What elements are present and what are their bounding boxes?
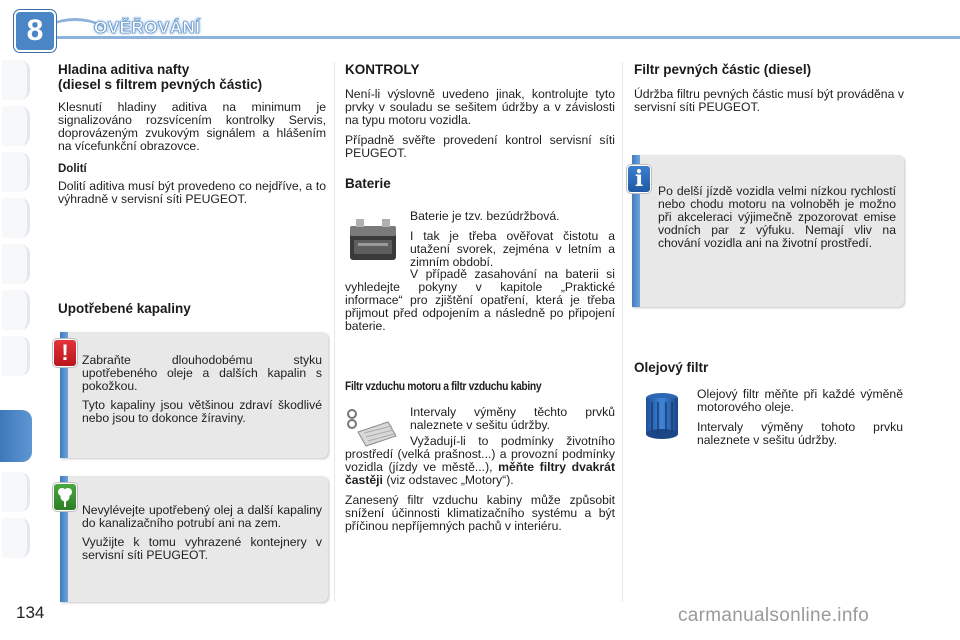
refill-heading: Dolití [58, 163, 87, 175]
page-title: OVĚŘOVÁNÍ [94, 18, 201, 37]
air-filter-heading: Filtr vzduchu motoru a filtr vzduchu kabiny [345, 379, 542, 393]
chapter-tab[interactable] [2, 472, 30, 512]
battery-text-2: I tak je třeba ověřovat čistotu a utažení svorek, zejména v letním a zimním období. [410, 229, 615, 269]
warning-box [60, 332, 328, 458]
eco-text-1: Nevylévejte upotřebený olej a další kapaliny do kanalizačního potrubí ani na zem. [82, 503, 322, 530]
chapter-badge: 8 [14, 10, 56, 52]
filter-heading-block [345, 380, 620, 393]
used-fluids-heading: Upotřebené kapaliny [58, 301, 191, 316]
dpf-heading: Filtr pevných částic (diesel) [634, 62, 812, 77]
chapter-tab[interactable] [2, 60, 30, 100]
chapter-tab-active[interactable] [0, 410, 32, 462]
chapter-tab[interactable] [2, 244, 30, 284]
battery-icon [346, 214, 400, 264]
chapter-tab[interactable] [2, 198, 30, 238]
left-column [58, 62, 326, 213]
chapter-tab[interactable] [2, 290, 30, 330]
battery-heading: Baterie [345, 176, 391, 191]
additive-heading-line1: Hladina aditiva nafty [58, 62, 190, 77]
warning-text-2: Tyto kapaliny jsou většinou zdraví škodlivé nebo jsou to dokonce žíraviny. [82, 398, 322, 425]
filter-text-2: Vyžadují-li to podmínky životního prostředí (velká prašnost...) a provozní podmínky vozidla (jízdy ve městě...), [345, 434, 615, 474]
right-column [634, 62, 904, 121]
oil-filter-text-1: Olejový filtr měňte při každé výměně motorového oleje. [697, 387, 903, 414]
additive-intro: Klesnutí hladiny aditiva na minimum je signalizováno rozsvícením kontrolky Servis, doprovázeným zvukovým signálem a hlášením na vícefunkční obrazovce. [58, 100, 326, 153]
chapter-tab[interactable] [2, 152, 30, 192]
filter-more-block [345, 435, 615, 540]
chapter-tab[interactable] [2, 518, 30, 558]
page-number: 134 [16, 603, 45, 622]
oil-filter-text-2: Intervaly výměny tohoto prvku naleznete v sešitu údržby. [697, 420, 903, 447]
eco-text-2: Využijte k tomu vyhrazené kontejnery v servisní síti PEUGEOT. [82, 535, 322, 562]
info-text: Po delší jízdě vozidla velmi nízkou rychlostí nebo chodu motoru na volnoběh je možno při akceleraci výjimečně zpozorovat emise vodních par z výfuku. Nemají vliv na chování vozidla ani na životní prostředí. [658, 184, 896, 250]
oil-filter-heading: Olejový filtr [634, 360, 709, 375]
info-icon: i [628, 166, 650, 192]
column-divider [622, 62, 623, 602]
checks-text-1: Není-li výslovně uvedeno jinak, kontrolujte tyto prvky v souladu se sešitem údržby a v závislosti na typu motoru vozidla. [345, 87, 615, 127]
dpf-text: Údržba filtru pevných částic musí být prováděna v servisní síti PEUGEOT. [634, 87, 904, 114]
warning-icon: ! [54, 340, 76, 366]
filter-text-2b: (viz odstavec „Motory“). [386, 473, 514, 487]
middle-column [345, 62, 615, 191]
eco-box [60, 476, 328, 602]
oil-filter-text-block [697, 388, 903, 454]
checks-text-2: Případně svěřte provedení kontrol servisní síti PEUGEOT. [345, 133, 615, 160]
info-box [632, 155, 904, 307]
battery-text-1: Baterie je tzv. bezúdržbová. [410, 209, 560, 223]
refill-text: Dolití aditiva musí být provedeno co nejdříve, a to výhradně v servisní síti PEUGEOT. [58, 179, 326, 206]
warning-text-1: Zabraňte dlouhodobému styku upotřebeného oleje a dalších kapalin s pokožkou. [82, 353, 322, 393]
filter-text-1: Intervaly výměny těchto prvků naleznete v sešitu údržby. [410, 405, 615, 432]
additive-heading-line2: (diesel s filtrem pevných částic) [58, 77, 263, 92]
eco-icon [54, 484, 76, 510]
oil-filter-icon [640, 390, 684, 442]
chapter-tab[interactable] [2, 336, 30, 376]
filter-text-3: Zanesený filtr vzduchu kabiny může způsobit snížení účinnosti klimatizačního systému a být příčinou nepříjemných pachů v interiéru. [345, 493, 615, 533]
watermark: carmanualsonline.info [678, 605, 870, 626]
chapter-tab[interactable] [2, 106, 30, 146]
battery-more-block [345, 268, 615, 340]
filter-emphasis: měňte filtry dvakrát častěji [345, 460, 616, 487]
column-divider [334, 62, 335, 602]
checks-heading: KONTROLY [345, 62, 420, 77]
battery-text-3: V případě zasahování na baterii si vyhledejte pokyny v kapitole „Praktické informace“ pro zjištění opatření, která je třeba přijmout před odpojením a následně po připojení baterie. [345, 267, 615, 333]
